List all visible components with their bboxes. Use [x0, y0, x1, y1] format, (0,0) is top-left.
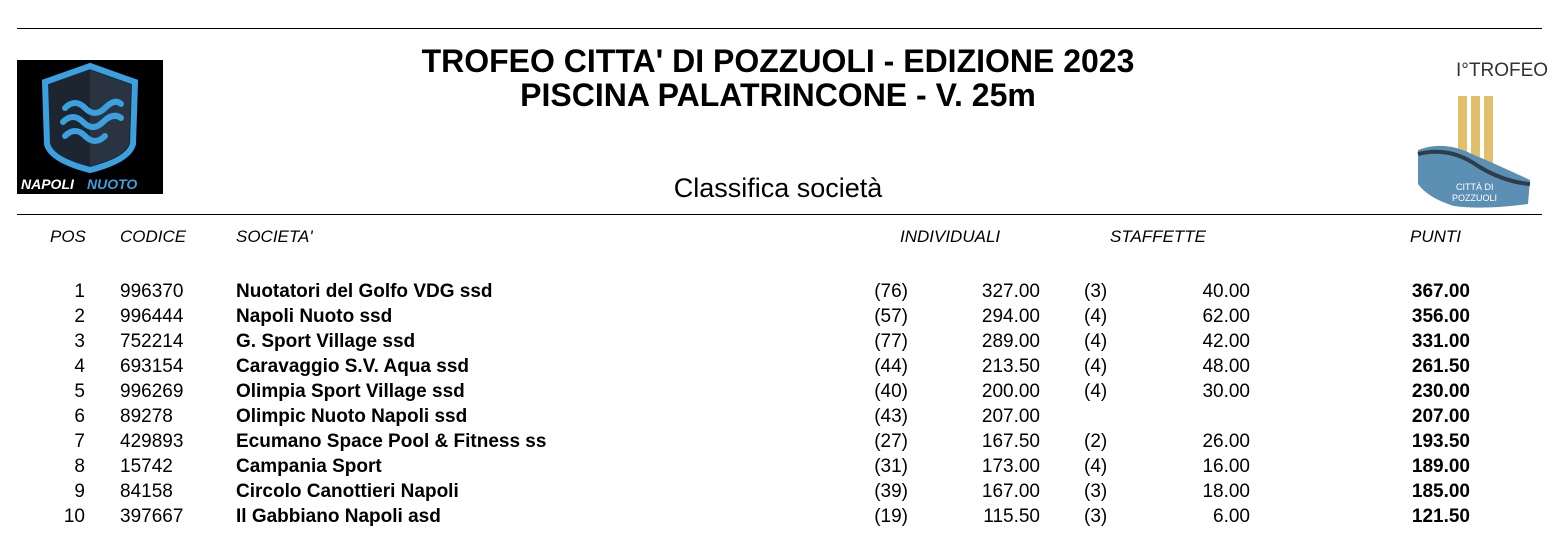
row-ind-count: (44): [874, 356, 908, 377]
row-staf-count: (4): [1084, 456, 1108, 477]
row-societa: Caravaggio S.V. Aqua ssd: [236, 356, 470, 377]
row-ind-points: 167.50: [981, 431, 1040, 452]
row-societa: Olimpia Sport Village ssd: [236, 381, 465, 402]
row-codice: 429893: [120, 431, 184, 452]
row-codice: 693154: [120, 356, 184, 377]
row-punti: 261.50: [1411, 356, 1470, 377]
row-ind-points: 327.00: [981, 281, 1040, 302]
row-staf-points: 42.00: [1202, 331, 1250, 352]
row-societa: Olimpic Nuoto Napoli ssd: [236, 406, 468, 427]
row-punti: 185.00: [1411, 481, 1470, 502]
row-staf-count: (4): [1084, 306, 1108, 327]
row-ind-points: 289.00: [981, 331, 1040, 352]
table-row: [0, 506, 1564, 531]
row-codice: 996370: [120, 281, 184, 302]
row-pos: 9: [74, 481, 85, 502]
napoli-nuoto-logo: [17, 60, 163, 194]
row-ind-count: (31): [874, 456, 908, 477]
row-staf-points: 30.00: [1202, 381, 1250, 402]
row-punti: 356.00: [1411, 306, 1470, 327]
row-ind-points: 294.00: [981, 306, 1040, 327]
row-pos: 4: [74, 356, 85, 377]
row-societa: Il Gabbiano Napoli asd: [236, 506, 441, 527]
row-staf-count: (3): [1084, 506, 1108, 527]
row-ind-count: (19): [874, 506, 908, 527]
row-societa: Circolo Canottieri Napoli: [236, 481, 459, 502]
trofeo-logo-text-top: I°TROFEO: [1456, 60, 1549, 81]
row-codice: 996444: [120, 306, 184, 327]
row-staf-count: (3): [1084, 481, 1108, 502]
row-ind-count: (57): [874, 306, 908, 327]
row-staf-points: 48.00: [1202, 356, 1250, 377]
row-codice: 84158: [120, 481, 173, 502]
row-punti: 230.00: [1411, 381, 1470, 402]
row-staf-points: 40.00: [1202, 281, 1250, 302]
row-ind-count: (43): [874, 406, 908, 427]
row-punti: 189.00: [1411, 456, 1470, 477]
row-staf-count: (4): [1084, 331, 1108, 352]
row-societa: Nuotatori del Golfo VDG ssd: [236, 281, 493, 302]
row-societa: G. Sport Village ssd: [236, 331, 416, 352]
row-codice: 15742: [120, 456, 173, 477]
col-header-punti: PUNTI: [1410, 227, 1461, 246]
row-pos: 8: [74, 456, 85, 477]
row-ind-points: 115.50: [983, 506, 1040, 527]
row-punti: 207.00: [1411, 406, 1470, 427]
row-staf-points: 26.00: [1202, 431, 1250, 452]
row-ind-count: (40): [874, 381, 908, 402]
top-rule: [17, 28, 1542, 29]
row-ind-count: (39): [874, 481, 908, 502]
napoli-logo-text-b: NUOTO: [87, 176, 138, 192]
report-title: [300, 44, 1256, 112]
row-codice: 397667: [120, 506, 184, 527]
title-line-2: PISCINA PALATRINCONE - V. 25m: [520, 77, 1036, 113]
table-row: [0, 406, 1564, 431]
col-header-codice: CODICE: [120, 227, 187, 246]
row-staf-count: (4): [1084, 356, 1108, 377]
row-societa: Campania Sport: [236, 456, 382, 477]
row-pos: 3: [74, 331, 85, 352]
table-row: [0, 481, 1564, 506]
table-row: [0, 356, 1564, 381]
row-staf-count: (3): [1084, 281, 1108, 302]
row-pos: 2: [74, 306, 85, 327]
row-staf-count: (2): [1084, 431, 1108, 452]
table-row: [0, 381, 1564, 406]
row-punti: 367.00: [1411, 281, 1470, 302]
row-pos: 6: [74, 406, 85, 427]
row-societa: Ecumano Space Pool & Fitness ss: [236, 431, 547, 452]
row-staf-points: 18.00: [1202, 481, 1250, 502]
row-pos: 5: [74, 381, 85, 402]
row-pos: 1: [74, 281, 85, 302]
row-ind-points: 213.50: [981, 356, 1040, 377]
row-ind-points: 200.00: [981, 381, 1040, 402]
row-staf-points: 6.00: [1213, 506, 1250, 527]
table-row: [0, 431, 1564, 456]
header-rule: [17, 214, 1542, 215]
title-line-1: TROFEO CITTA' DI POZZUOLI - EDIZIONE 2023: [421, 43, 1135, 79]
table-row: [0, 456, 1564, 481]
row-ind-points: 173.00: [981, 456, 1040, 477]
napoli-logo-text-a: NAPOLI: [21, 176, 74, 192]
row-ind-points: 207.00: [981, 406, 1040, 427]
row-staf-points: 62.00: [1202, 306, 1250, 327]
row-codice: 89278: [120, 406, 173, 427]
row-ind-count: (77): [874, 331, 908, 352]
row-staf-count: (4): [1084, 381, 1108, 402]
col-header-individuali: INDIVIDUALI: [900, 227, 1001, 246]
row-staf-points: 16.00: [1202, 456, 1250, 477]
report-subtitle: Classifica società: [673, 173, 883, 203]
row-ind-count: (27): [874, 431, 908, 452]
row-ind-count: (76): [874, 281, 908, 302]
row-pos: 10: [63, 506, 85, 527]
row-punti: 121.50: [1411, 506, 1470, 527]
col-header-pos: POS: [50, 227, 86, 246]
table-row: [0, 331, 1564, 356]
col-header-societa: SOCIETA': [236, 227, 313, 246]
row-codice: 752214: [120, 331, 184, 352]
table-row: [0, 281, 1564, 306]
row-codice: 996269: [120, 381, 184, 402]
row-punti: 193.50: [1411, 431, 1470, 452]
table-row: [0, 306, 1564, 331]
col-header-staffette: STAFFETTE: [1110, 227, 1207, 246]
row-societa: Napoli Nuoto ssd: [236, 306, 393, 327]
row-punti: 331.00: [1411, 331, 1470, 352]
trofeo-pozzuoli-logo: [1414, 54, 1549, 210]
trofeo-logo-text-bottom-2: POZZUOLI: [1452, 193, 1498, 203]
trofeo-logo-text-bottom-1: CITTÀ DI: [1456, 182, 1494, 192]
row-pos: 7: [74, 431, 85, 452]
row-ind-points: 167.00: [981, 481, 1040, 502]
